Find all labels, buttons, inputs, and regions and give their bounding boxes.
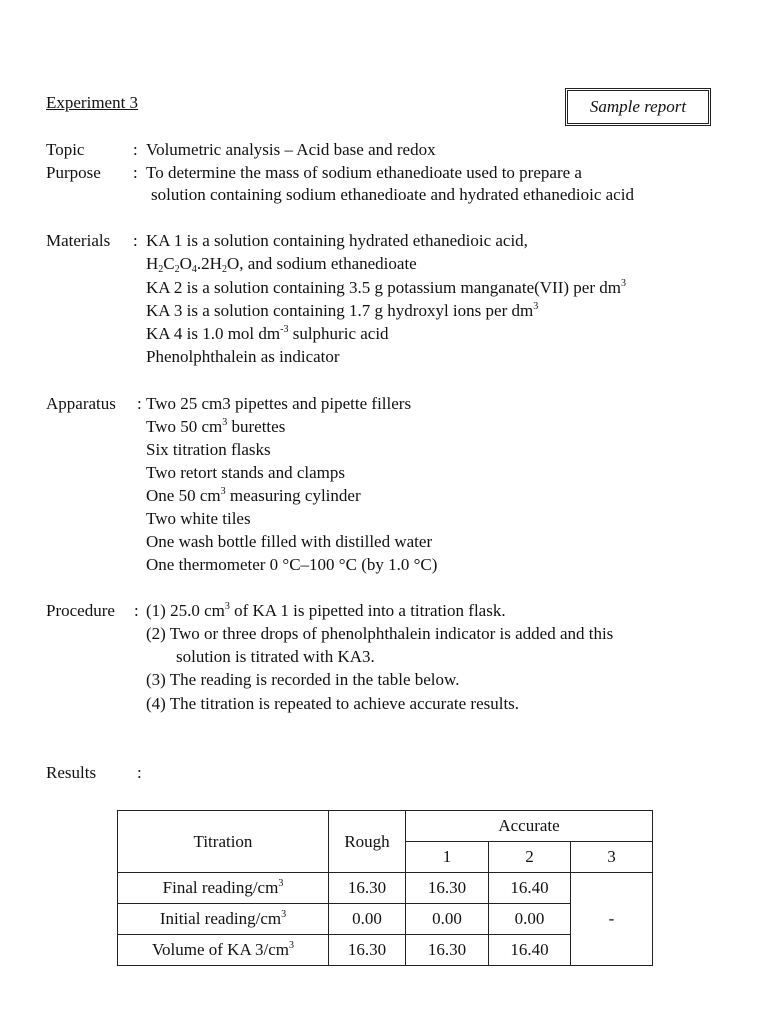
text-run: C <box>163 254 175 273</box>
cell: 0.00 <box>329 904 406 935</box>
topic-text: Volumetric analysis – Acid base and redox <box>146 140 436 159</box>
purpose-line: solution containing sodium ethanedioate and hydrated ethanedioic acid <box>151 185 634 204</box>
text-run: H <box>146 254 159 273</box>
supscript: 3 <box>220 486 226 497</box>
text-run: Two white tiles <box>146 509 251 528</box>
text-run: (4) The titration is repeated to achieve accurate results. <box>146 694 520 713</box>
subscript: 4 <box>191 264 197 275</box>
text-run: Six titration flasks <box>146 440 271 459</box>
text-run: Two retort stands and clamps <box>146 463 345 482</box>
cell: 0.00 <box>406 904 489 935</box>
cell: 16.30 <box>329 873 406 904</box>
text-run: O, and sodium ethanedioate <box>226 254 417 273</box>
apparatus-line <box>146 394 411 414</box>
header-accurate: Accurate <box>406 811 653 842</box>
text-run: One 50 cm <box>146 486 221 505</box>
row-label: Initial reading/$cm^3$ <box>118 904 329 935</box>
text-run: of KA 1 is pipetted into a titration flask. <box>229 601 506 620</box>
text-run: (2) Two or three drops of phenolphthalein indicator is added and this <box>146 624 614 643</box>
colon: : <box>133 231 138 250</box>
apparatus-line <box>146 509 251 529</box>
results-label: Results <box>46 763 97 782</box>
header-rough: Rough <box>329 811 406 873</box>
colon: : <box>134 601 139 620</box>
apparatus-line <box>146 440 271 460</box>
header-titration: Titration <box>118 811 329 873</box>
supscript: -3 <box>280 324 289 335</box>
apparatus-line <box>146 417 285 437</box>
text-run: solution is titrated with KA3. <box>176 647 375 666</box>
text-run: burettes <box>227 417 286 436</box>
supscript: 3 <box>224 601 230 612</box>
subscript: 2 <box>158 264 164 275</box>
procedure-step <box>146 670 459 690</box>
text-run: KA 4 is 1.0 mol dm <box>146 324 281 343</box>
text-run: KA 3 is a solution containing 1.7 g hydroxyl ions per dm <box>146 301 534 320</box>
accurate-3-cell: - <box>571 873 653 966</box>
materials-line <box>146 324 389 344</box>
apparatus-label: Apparatus <box>46 394 116 413</box>
colon: : <box>133 163 138 182</box>
header-accurate-1: 1 <box>406 842 489 873</box>
experiment-title: Experiment 3 <box>46 93 139 112</box>
procedure-label: Procedure <box>46 601 115 620</box>
supscript: 3 <box>620 278 626 289</box>
apparatus-line <box>146 463 345 483</box>
text-run: (1) 25.0 cm <box>146 601 225 620</box>
text-run: measuring cylinder <box>225 486 361 505</box>
table-row <box>118 873 653 904</box>
cell: 16.30 <box>329 935 406 966</box>
supscript: 3 <box>533 301 539 312</box>
text-run: O <box>179 254 192 273</box>
materials-line <box>146 278 626 298</box>
text-run: KA 2 is a solution containing 3.5 g potassium manganate(VII) per dm <box>146 278 621 297</box>
colon: : <box>133 140 138 159</box>
results-table <box>117 810 653 966</box>
text-run: sulphuric acid <box>288 324 389 343</box>
materials-line <box>146 301 538 321</box>
colon: : <box>137 763 142 782</box>
subscript: 2 <box>221 264 227 275</box>
cell: 16.40 <box>489 935 571 966</box>
text-run: Two 50 cm <box>146 417 223 436</box>
materials-line <box>146 347 340 367</box>
procedure-step <box>146 624 613 644</box>
materials-line <box>146 231 528 251</box>
purpose-line: To determine the mass of sodium ethanedioate used to prepare a <box>146 163 582 182</box>
topic-label: Topic <box>46 140 85 159</box>
supscript: 3 <box>222 417 228 428</box>
apparatus-line <box>146 555 437 575</box>
text-run: .2H <box>196 254 222 273</box>
text-run: Two 25 cm3 pipettes and pipette fillers <box>146 394 412 413</box>
subscript: 2 <box>174 264 180 275</box>
header-accurate-3: 3 <box>571 842 653 873</box>
cell: 16.40 <box>489 873 571 904</box>
procedure-step <box>146 694 519 714</box>
materials-formula-line <box>146 254 417 274</box>
apparatus-line <box>146 532 432 552</box>
header-accurate-2: 2 <box>489 842 571 873</box>
apparatus-line <box>146 486 361 506</box>
materials-label: Materials <box>46 231 111 250</box>
row-label: Volume of KA $3/cm^3$ <box>118 935 329 966</box>
text-run: One wash bottle filled with distilled water <box>146 532 433 551</box>
cell: 16.30 <box>406 873 489 904</box>
text-run: (3) The reading is recorded in the table below. <box>146 670 460 689</box>
procedure-step <box>146 601 506 621</box>
text-run: KA 1 is a solution containing hydrated ethanedioic acid, <box>146 231 528 250</box>
colon: : <box>137 394 142 413</box>
sample-report-badge: Sample report <box>565 88 711 126</box>
text-run: Phenolphthalein as indicator <box>146 347 340 366</box>
text-run: One thermometer 0 °C–100 °C (by 1.0 °C) <box>146 555 438 574</box>
procedure-step <box>176 647 375 667</box>
cell: 0.00 <box>489 904 571 935</box>
cell: 16.30 <box>406 935 489 966</box>
purpose-label: Purpose <box>46 163 101 182</box>
row-label: Final reading/$cm^3$ <box>118 873 329 904</box>
